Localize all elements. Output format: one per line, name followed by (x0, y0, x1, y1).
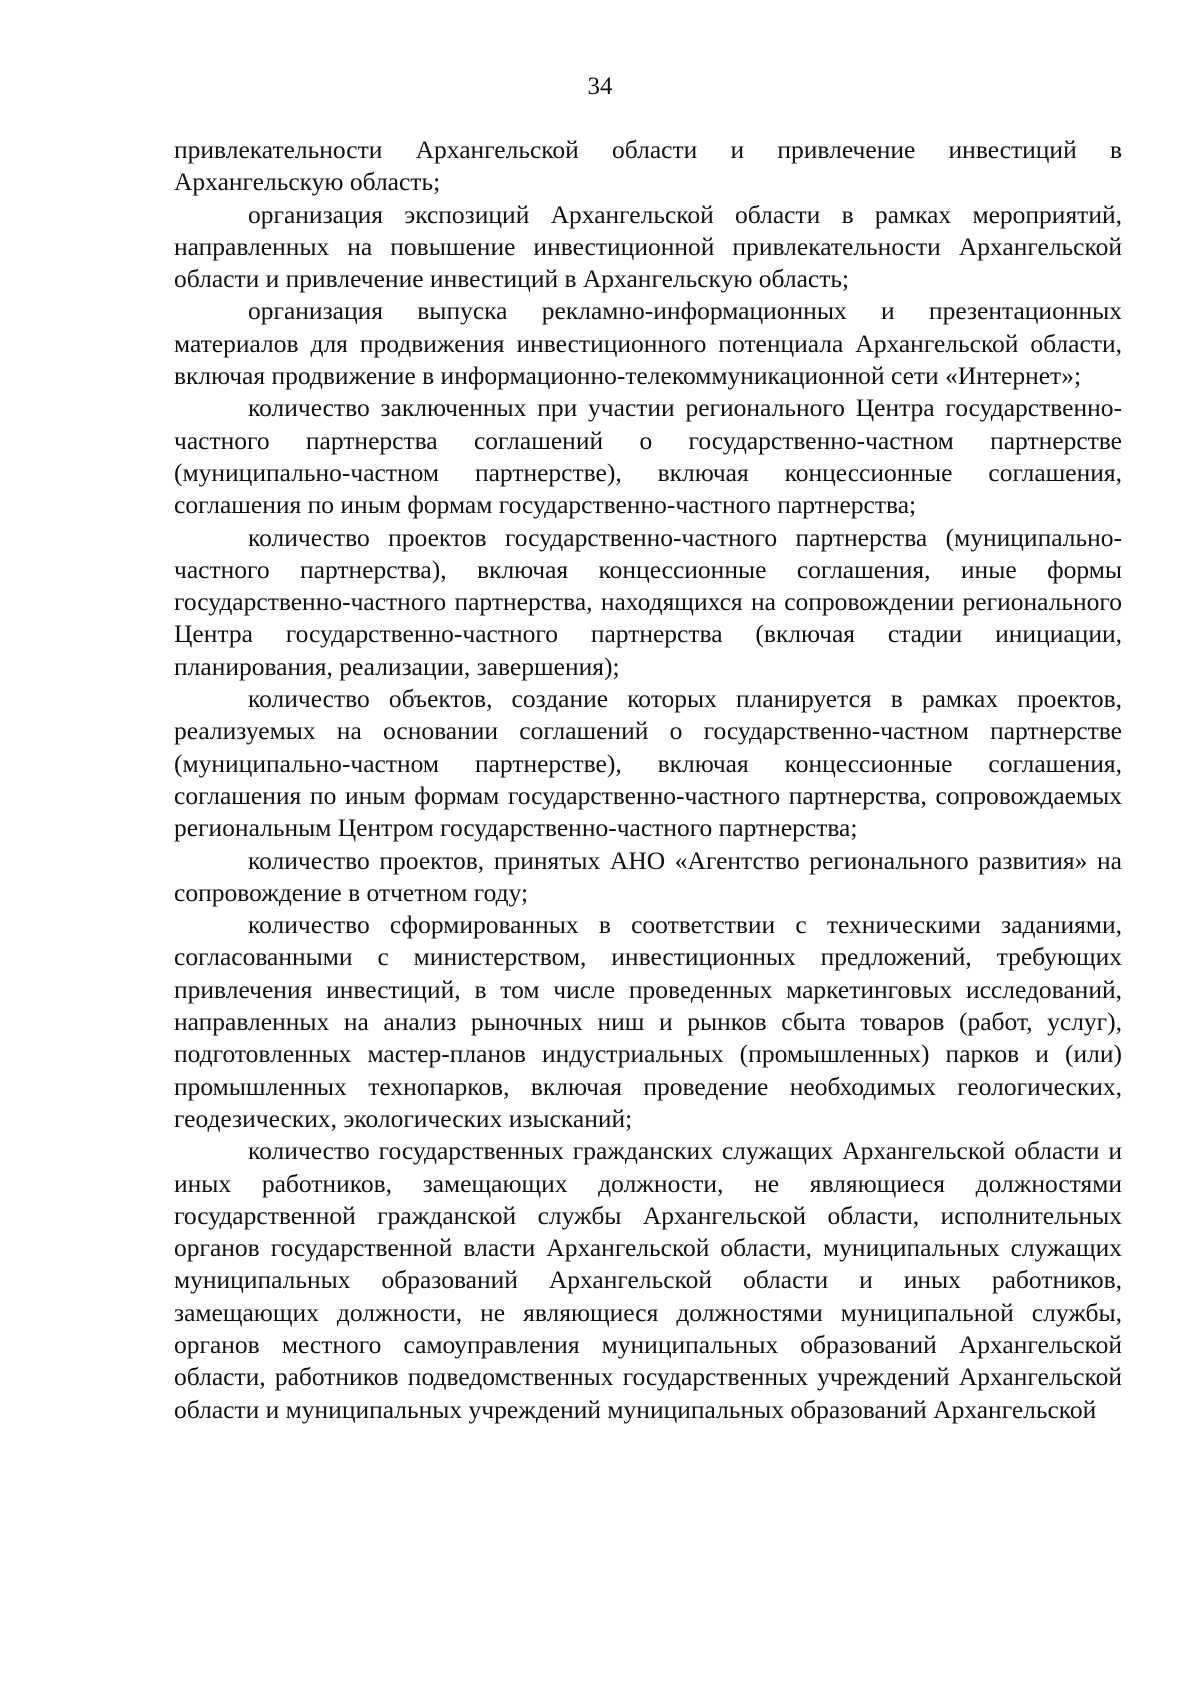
paragraph: организация выпуска рекламно-информационных и презентационных материалов для продвижения инвестиционного потенциала Архангельской области, включая продвижение в информационно-телекоммуникационной сети «Интернет»; (174, 296, 1122, 391)
paragraph: количество заключенных при участии регионального Центра государственно-частного партнерства соглашений о государственно-частном партнерстве (муниципально-частном партнерстве), включая концессионные соглашения, соглашения по иным формам государственно-частного партнерства; (174, 393, 1122, 520)
paragraph: количество объектов, создание которых планируется в рамках проектов, реализуемых на основании соглашений о государственно-частном партнерстве (муниципально-частном партнерстве), включая концессионные соглашения, соглашения по иным формам государственно-частного партнерства, сопровождаемых региональным Центром государственно-частного партнерства; (174, 684, 1122, 843)
paragraph-last: количество государственных гражданских служащих Архангельской области и иных работников, замещающих должности, не являющиеся должностями государственной гражданской службы Архангельской области, исполнительных органов государственной власти Архангельской области, муниципальных служащих муниципальных образований Архангельской области и иных работников, замещающих должности, не являющиеся должностями муниципальной службы, органов местного самоуправления муниципальных образований Архангельской области, работников подведомственных государственных учреждений Архангельской области и муниципальных учреждений муниципальных образований Архангельской (174, 1136, 1122, 1424)
page-number: 34 (587, 73, 613, 100)
paragraph: количество сформированных в соответствии с техническими заданиями, согласованными с министерством, инвестиционных предложений, требующих привлечения инвестиций, в том числе проведенных маркетинговых исследований, направленных на анализ рыночных ниш и рынков сбыта товаров (работ, услуг), подготовленных мастер-планов индустриальных (промышленных) парков и (или) промышленных технопарков, включая проведение необходимых геологических, геодезических, экологических изысканий; (174, 910, 1122, 1133)
paragraph: количество проектов государственно-частного партнерства (муниципально-частного партнерства), включая концессионные соглашения, иные формы государственно-частного партнерства, находящихся на сопровождении регионального Центра государственно-частного партнерства (включая стадии инициации, планирования, реализации, завершения); (174, 522, 1122, 681)
paragraph-continuation: привлекательности Архангельской области и привлечение инвестиций в Архангельскую область; (174, 135, 1122, 197)
paragraph: организация экспозиций Архангельской области в рамках мероприятий, направленных на повышение инвестиционной привлекательности Архангельской области и привлечение инвестиций в Архангельскую область; (174, 199, 1122, 294)
document-body (174, 134, 1122, 1426)
paragraph: количество проектов, принятых АНО «Агентство регионального развития» на сопровождение в отчетном году; (174, 845, 1122, 907)
